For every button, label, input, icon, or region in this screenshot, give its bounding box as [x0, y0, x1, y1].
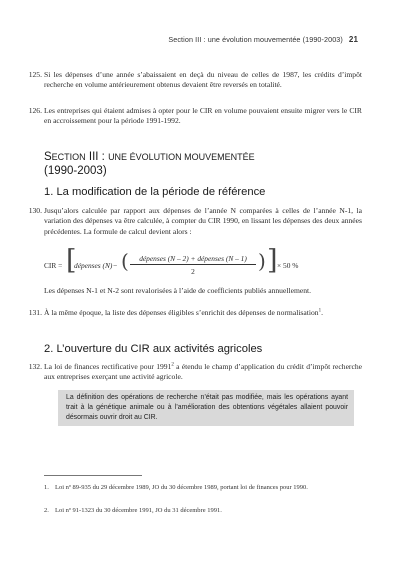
formula-numerator: dépenses (N – 2) + dépenses (N – 1) — [139, 254, 247, 263]
paragraph-130-continued — [44, 286, 362, 296]
footnote-number: 1. — [44, 484, 49, 491]
paragraph-126 — [28, 106, 362, 127]
running-title: Section III : une évolution mouvementée (1990-2003) — [168, 35, 343, 44]
formula-denominator: 2 — [191, 267, 195, 276]
section-title-ection: ECTION — [51, 152, 86, 162]
formula-minus: − — [113, 261, 118, 270]
cir-formula — [44, 245, 362, 284]
section-title-words: UNE ÉVOLUTION MOUVEMENTÉE — [108, 152, 255, 162]
footnote-divider — [44, 475, 142, 476]
paragraph-text: Jusqu’alors calculée par rapport aux dépenses de l’année N comparées à celles de l’année N-1, la variation des dépenses va être calculée, à compter du CIR 1990, en lissant les dépenses des deux années précédentes. La formule de calcul devient alors : — [44, 206, 362, 236]
paragraph-number: 130. — [28, 206, 42, 215]
footnote-2 — [44, 506, 362, 515]
paragraph-end: . — [321, 308, 323, 317]
formula-paren-left: ( — [121, 249, 129, 273]
running-header — [40, 35, 358, 44]
section-title-number: III : — [85, 151, 109, 163]
footnote-ref-1[interactable]: 1 — [318, 308, 322, 314]
callout-box — [58, 390, 354, 426]
paragraph-text-after: a étendu le champ d’application du crédit d’impôt recherche aux entreprises exerçant une activité agricole. — [44, 362, 362, 382]
paragraph-132 — [28, 362, 362, 383]
paragraph-number: 132. — [28, 362, 42, 371]
section-title — [44, 150, 362, 178]
paragraph-text: Les entreprises qui étaient admises à opter pour le CIR en volume pouvaient ensuite migrer vers le CIR en accroissement pour la période 1991-1992. — [44, 106, 362, 126]
footnote-text: Loi nº 91-1323 du 30 décembre 1991, JO du 31 décembre 1991. — [55, 507, 222, 514]
footnote-ref-2[interactable]: 2 — [171, 362, 174, 368]
paragraph-text: Si les dépenses d’une année s’abaissaient en deçà du niveau de celles de 1987, les crédits d’impôt recherche en volume antérieurement obtenus devaient être reversés en totalité. — [44, 70, 362, 90]
footnote-1 — [44, 483, 362, 492]
section-title-years: (1990-2003) — [44, 165, 107, 177]
paragraph-number: 125. — [28, 70, 42, 79]
paragraph-125 — [28, 70, 362, 91]
callout-text: La définition des opérations de recherche n’était pas modifiée, mais les opérations ayant trait à la génétique animale ou à l’amélioration des obtentions végétales allaient pouvoir désormais ouvrir droit au CIR. — [66, 394, 348, 421]
formula-bracket-right: ] — [267, 245, 278, 276]
page-number: 21 — [348, 35, 358, 44]
formula-fraction-bar — [130, 264, 256, 265]
paragraph-text: La loi de finances rectificative pour 1991 — [44, 362, 172, 371]
subsection-title-1: 1. La modification de la période de référence — [44, 186, 266, 198]
formula-bracket-left: [ — [66, 245, 77, 276]
section-title-s: S — [44, 151, 52, 163]
paragraph-number: 131. — [28, 308, 42, 317]
paragraph-130 — [28, 206, 362, 237]
paragraph-text: Les dépenses N-1 et N-2 sont revalorisées à l’aide de coefficients publiés annuellement. — [44, 286, 312, 295]
footnote-text: Loi nº 89-935 du 29 décembre 1989, JO du 30 décembre 1989, portant loi de finances pour 1990. — [55, 484, 308, 491]
paragraph-number: 126. — [28, 106, 42, 115]
footnote-number: 2. — [44, 507, 49, 514]
formula-term-n: dépenses (N) — [74, 261, 113, 270]
formula-paren-right: ) — [258, 249, 266, 273]
subsection-title-2: 2. L’ouverture du CIR aux activités agricoles — [44, 343, 263, 355]
paragraph-131 — [28, 308, 362, 318]
formula-rhs: × 50 % — [277, 261, 299, 270]
paragraph-text: À la même époque, la liste des dépenses éligibles s’enrichit des dépenses de normalisation — [44, 308, 319, 317]
formula-lhs: CIR = — [44, 261, 63, 270]
